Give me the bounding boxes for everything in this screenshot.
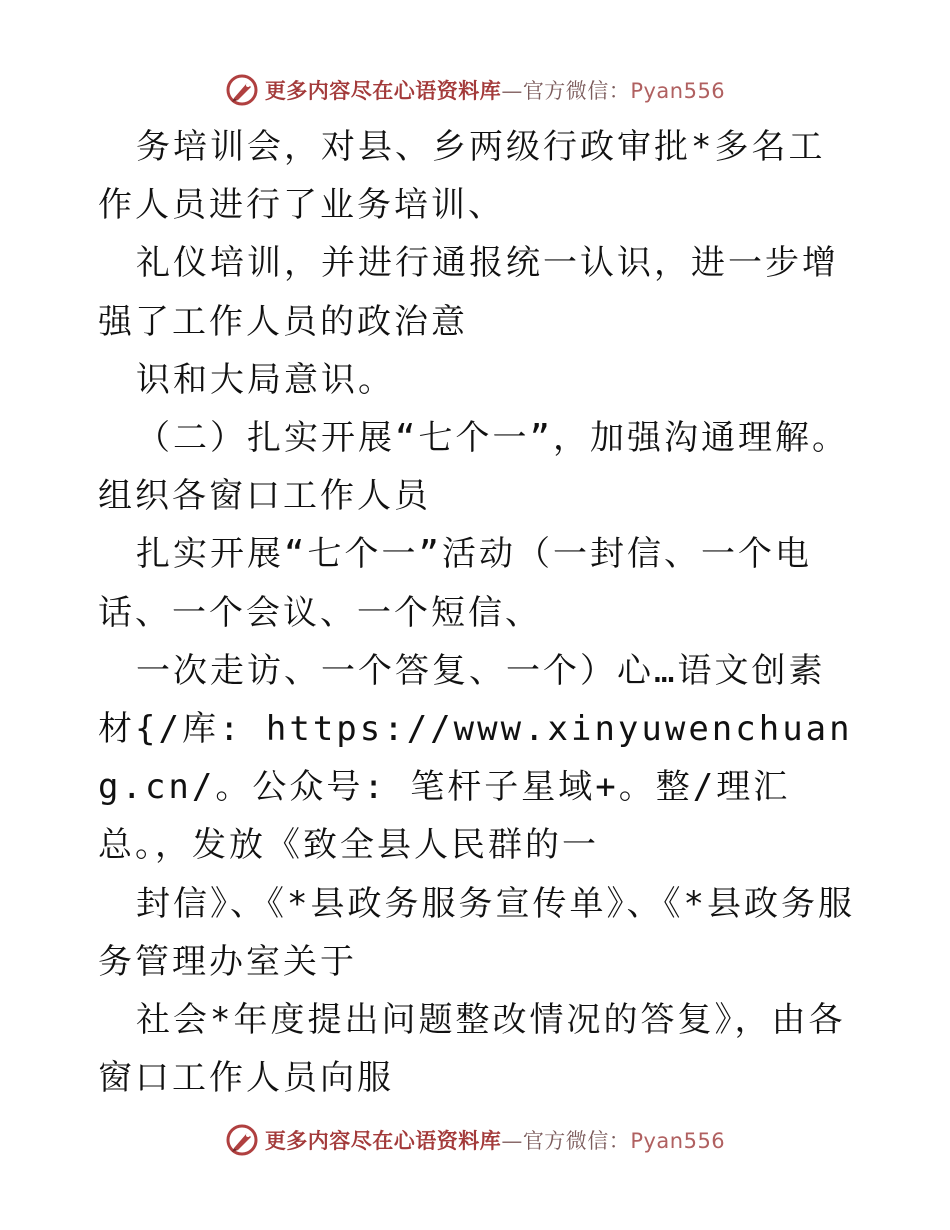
header-watermark: [0, 70, 950, 110]
footer-dash: —: [501, 1129, 523, 1153]
header-wechat-id: Pyan556: [630, 79, 726, 103]
paragraph-4: （二）扎实开展“七个一”，加强沟通理解。组织各窗口工作人员: [98, 418, 849, 517]
header-library-text: 更多内容尽在心语资料库: [264, 79, 502, 103]
paragraph-5: 扎实开展“七个一”活动（一封信、一个电话、一个会议、一个短信、: [98, 534, 812, 633]
paragraph-7: 封信》、《*县政务服务宣传单》、《*县政务服务管理办室关于: [98, 883, 855, 982]
footer-watermark: [0, 1120, 950, 1160]
footer-wechat-id: Pyan556: [630, 1129, 726, 1153]
document-body: [98, 118, 858, 1107]
pen-logo-icon: [225, 73, 259, 107]
paragraph-1: 务培训会，对县、乡两级行政审批*多名工作人员进行了业务培训、: [98, 127, 826, 226]
paragraph-6: 一次走访、一个答复、一个）心…语文创素材{/库: https://www.xinyuwenchuang.cn/。公众号: 笔杆子星域+。整/理汇总。，发放《致全县人民群的一: [98, 650, 853, 866]
pen-logo-icon: [225, 1123, 259, 1157]
paragraph-8: 社会*年度提出问题整改情况的答复》，由各窗口工作人员向服: [98, 1000, 846, 1099]
header-dash: —: [501, 79, 523, 103]
header-official-label: 官方微信：: [522, 79, 631, 103]
footer-official-label: 官方微信：: [522, 1129, 631, 1153]
paragraph-2: 礼仪培训，并进行通报统一认识，进一步增强了工作人员的政治意: [98, 243, 839, 342]
paragraph-3: 识和大局意识。: [136, 359, 395, 400]
footer-library-text: 更多内容尽在心语资料库: [264, 1129, 502, 1153]
